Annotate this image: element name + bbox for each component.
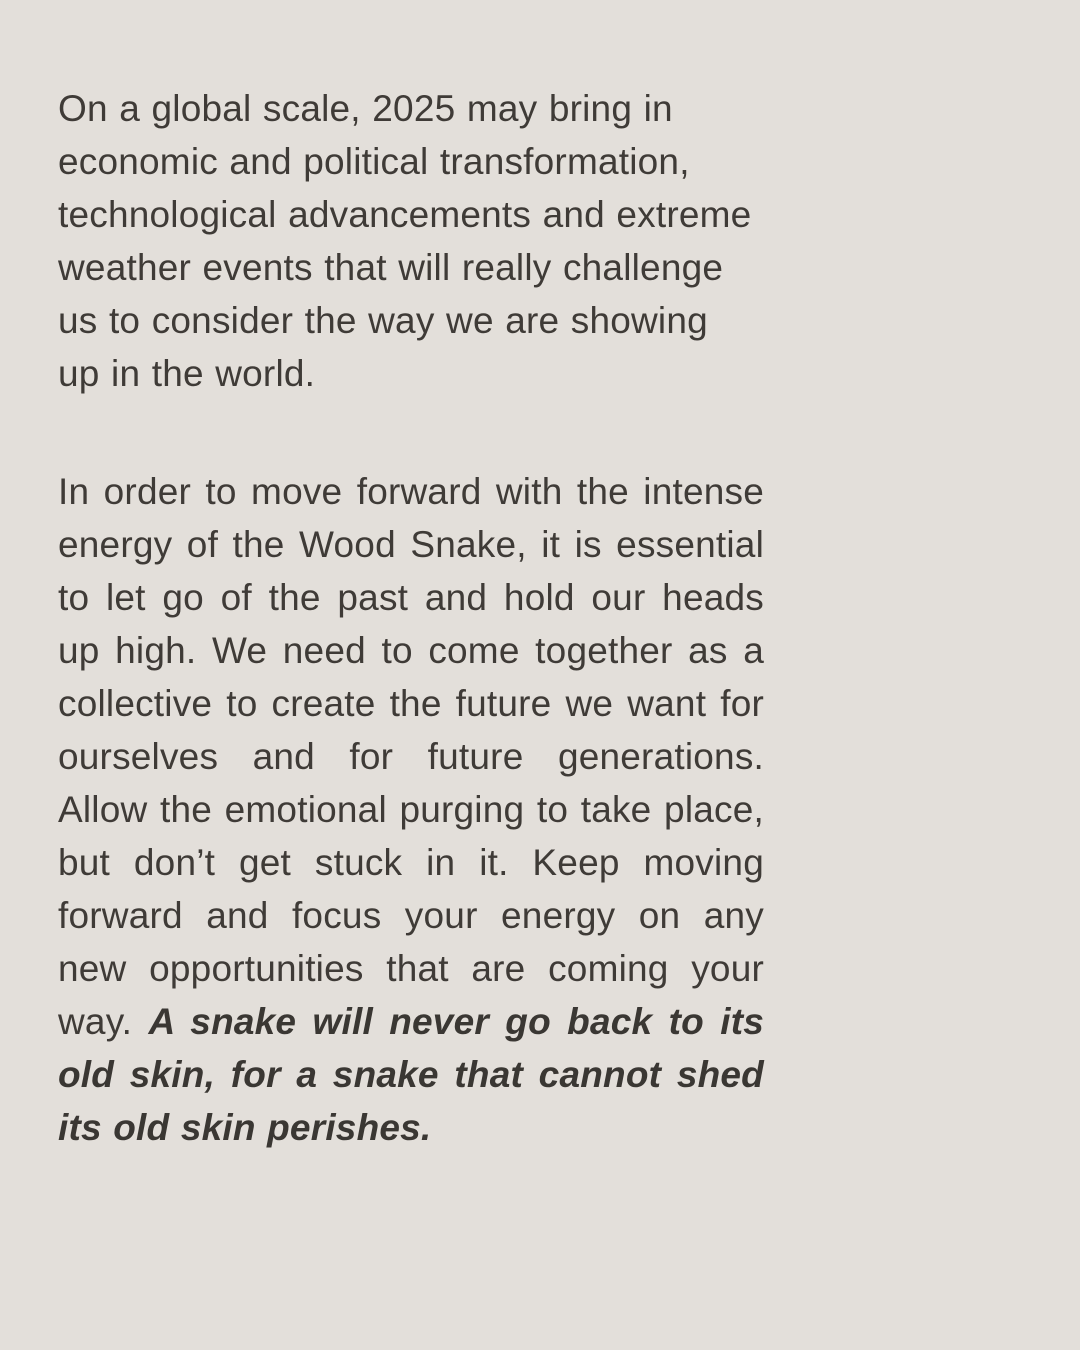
paragraph-wood-snake-body: In order to move forward with the intense energy of the Wood Snake, it is essential to let go of the past and hold our heads up high. We need to come together as a collective to create the future we want for ourselves and for future generations. Allow the emotional purging to take place, but don’t get stuck in it. Keep moving forward and focus your energy on any new opportunities that are coming your way. xyxy=(58,471,764,1042)
snake-skin-quote: A snake will never go back to its old skin, for a snake that cannot shed its old skin perishes. xyxy=(58,1001,765,1148)
paragraph-global-scale: On a global scale, 2025 may bring in economic and political transformation, technological advancements and extreme weather events that will really challenge us to consider the way we are showing up in the world. xyxy=(58,88,752,394)
paragraph-wood-snake xyxy=(58,465,764,1154)
article-page xyxy=(58,82,764,1154)
